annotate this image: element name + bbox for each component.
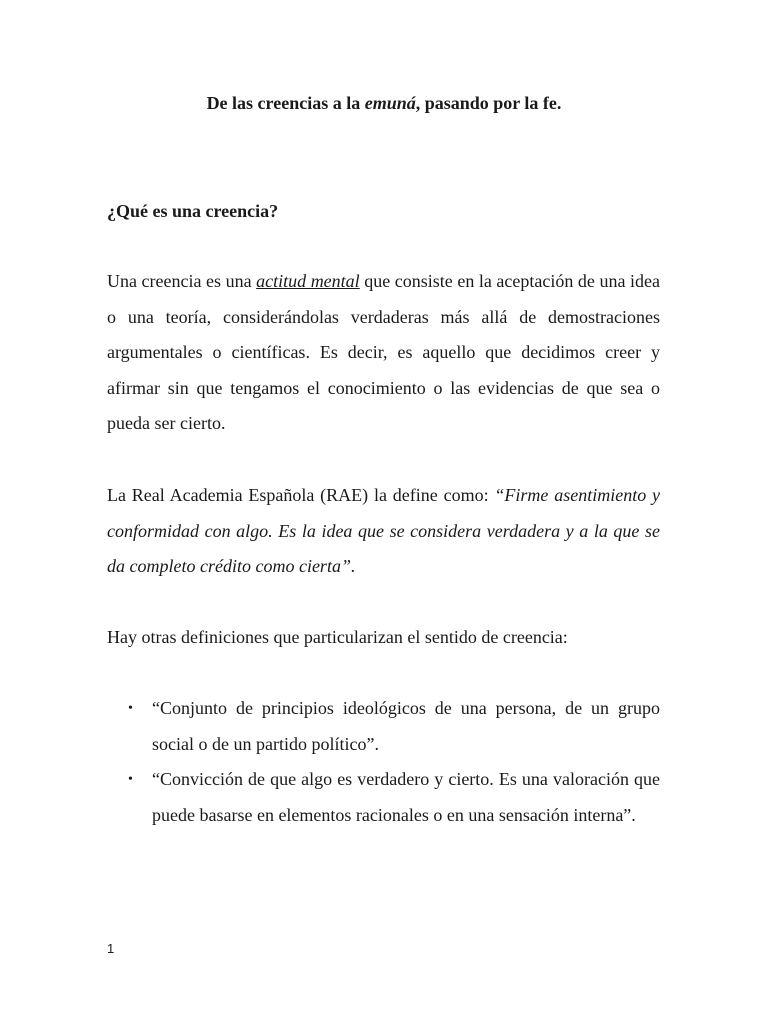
title-part-2: , pasando por la fe. (415, 93, 562, 113)
page-number: 1 (107, 941, 115, 956)
actitud-mental-link[interactable]: actitud mental (256, 271, 360, 291)
rae-quote: “Firme asentimiento y conformidad con algo. Es la idea que se considera verdadera y a la que se da completo crédito como cierta”. (107, 485, 660, 576)
title-emphasis: emuná (364, 93, 416, 113)
definitions-list (128, 691, 660, 833)
paragraph-other-definitions: Hay otras definiciones que particularizan el sentido de creencia: (107, 627, 568, 647)
list-item (128, 762, 660, 833)
paragraph-2-start: La Real Academia Española (RAE) la define como: (107, 485, 495, 505)
paragraph-1-start: Una creencia es una (107, 271, 257, 291)
document-title (0, 93, 768, 114)
list-item-text: “Convicción de que algo es verdadero y cierto. Es una valoración que puede basarse en elementos racionales o en una sensación interna”. (152, 769, 660, 825)
paragraph-definition (107, 264, 660, 442)
paragraph-1-rest: que consiste en la aceptación de una idea o una teoría, considerándolas verdaderas más allá de demostraciones argumentales o científicas. Es decir, es aquello que decidimos creer y afirmar sin que tengamos el conocimiento o las evidencias de que sea o pueda ser cierto. (107, 271, 660, 433)
paragraph-rae (107, 478, 660, 585)
bullet-icon: • (128, 701, 133, 716)
list-item (128, 691, 660, 762)
list-item-text: “Conjunto de principios ideológicos de una persona, de un grupo social o de un partido político”. (152, 698, 660, 754)
title-part-1: De las creencias a la (206, 93, 365, 113)
section-heading: ¿Qué es una creencia? (107, 201, 279, 221)
bullet-icon: • (128, 772, 133, 787)
